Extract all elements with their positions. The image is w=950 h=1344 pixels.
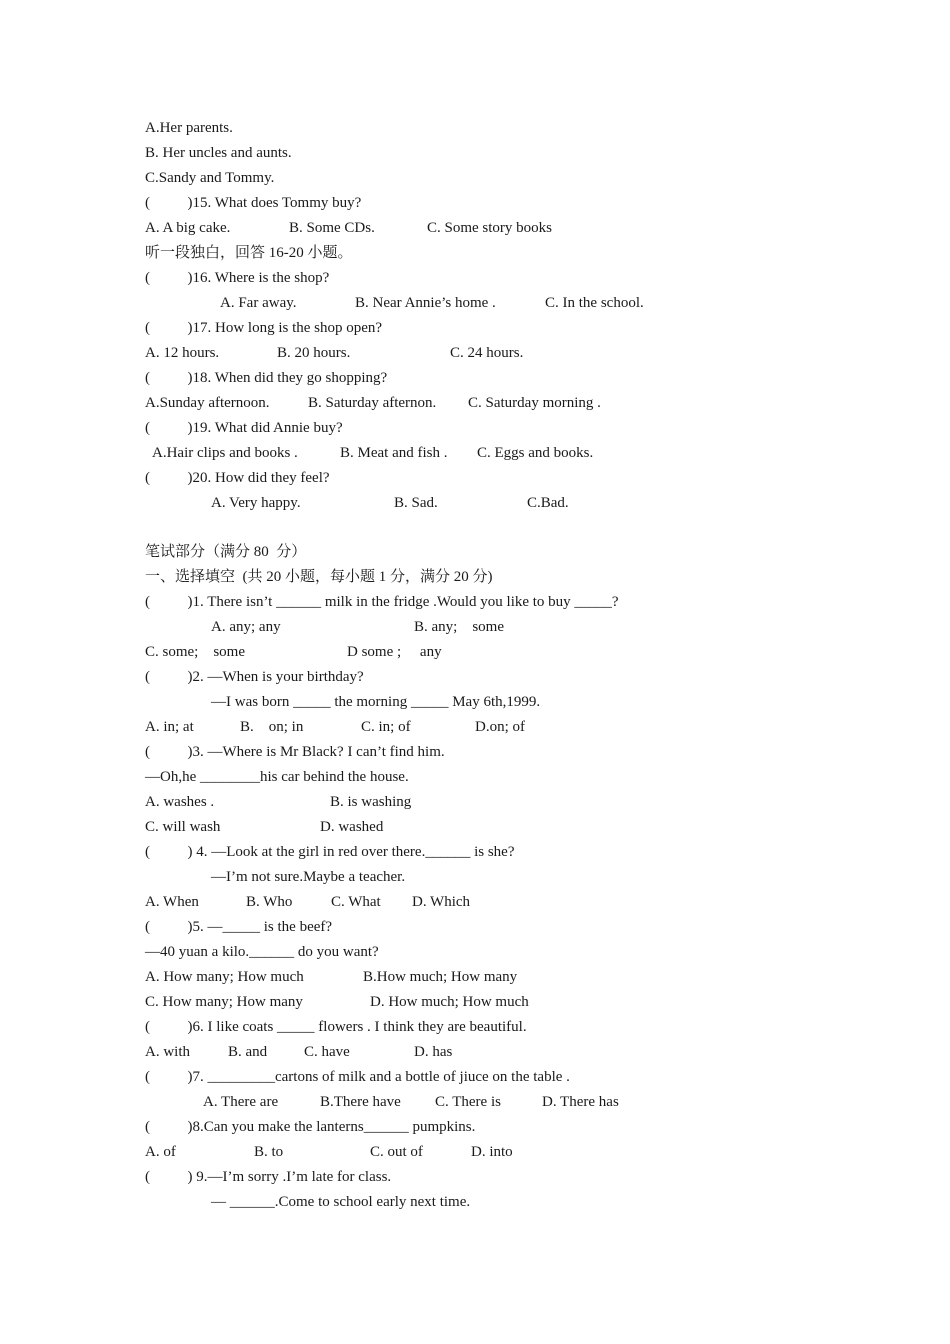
answer-option: C. How many; How many [145, 994, 303, 1010]
answer-option: B. on; in [240, 719, 304, 735]
answer-option: B. and [228, 1044, 268, 1060]
question-text: ( )7. _________cartons of milk and a bottle of jiuce on the table . [145, 1069, 570, 1085]
question-text: ( )19. What did Annie buy? [145, 420, 343, 436]
question-text: ( )1. There isn’t ______ milk in the fridge .Would you like to buy _____? [145, 594, 619, 610]
question-text: ( )6. I like coats _____ flowers . I think they are beautiful. [145, 1019, 527, 1035]
answer-option: D. has [414, 1044, 453, 1060]
answer-option: A. How many; How much [145, 969, 304, 985]
answer-option: B. Near Annie’s home . [355, 295, 496, 311]
answer-option: A.Sunday afternoon. [145, 395, 270, 411]
answer-option: B. is washing [330, 794, 412, 810]
answer-option: C. in; of [361, 719, 411, 735]
line-text: —I was born _____ the morning _____ May 6th,1999. [211, 694, 541, 710]
answer-option: A. When [145, 894, 199, 910]
answer-option: C. There is [435, 1094, 501, 1110]
answer-option: C.Bad. [527, 495, 569, 511]
answer-option: A. washes . [145, 794, 215, 810]
answer-option: D. There has [542, 1094, 619, 1110]
question-text: ( )18. When did they go shopping? [145, 370, 388, 386]
question-text: ( )16. Where is the shop? [145, 270, 330, 286]
question-text: ( )17. How long is the shop open? [145, 320, 383, 336]
answer-option: D.on; of [475, 719, 525, 735]
answer-option: B. Saturday afternon. [308, 395, 437, 411]
answer-option: B. Meat and fish . [340, 445, 448, 461]
answer-option: C. In the school. [545, 295, 644, 311]
question-text: ( )8.Can you make the lanterns______ pumpkins. [145, 1119, 476, 1135]
line-text: 一、选择填空 (共 20 小题，每小题 1 分，满分 20 分) [145, 569, 493, 585]
question-text: ( )5. —_____ is the beef? [145, 919, 333, 935]
question-text: ( )2. —When is your birthday? [145, 669, 364, 685]
answer-option: B. 20 hours. [277, 345, 351, 361]
answer-option: C. 24 hours. [450, 345, 524, 361]
answer-option: B. any; some [414, 619, 504, 635]
answer-option: C. What [331, 894, 381, 910]
answer-option: A. There are [203, 1094, 279, 1110]
line-text: —Oh,he ________his car behind the house. [145, 769, 409, 785]
answer-option: B. Some CDs. [289, 220, 375, 236]
answer-option: A. any; any [211, 619, 281, 635]
answer-option: C. Some story books [427, 220, 553, 236]
answer-option: A. Far away. [220, 295, 297, 311]
answer-option: D. How much; How much [370, 994, 529, 1010]
line-text: 听一段独白，回答 16-20 小题。 [145, 245, 353, 261]
question-text: ( ) 9.—I’m sorry .I’m late for class. [145, 1169, 392, 1185]
answer-option: C.Sandy and Tommy. [145, 170, 275, 186]
answer-option: B. Who [246, 894, 293, 910]
answer-option: D. into [471, 1144, 513, 1160]
line-text: —40 yuan a kilo.______ do you want? [145, 944, 379, 960]
answer-option: A. with [145, 1044, 190, 1060]
answer-option: C. some; some [145, 644, 245, 660]
answer-option: D. washed [320, 819, 384, 835]
answer-option: A.Her parents. [145, 120, 233, 136]
answer-option: A. A big cake. [145, 220, 231, 236]
question-text: ( )3. —Where is Mr Black? I can’t find him. [145, 744, 445, 760]
line-text: — ______.Come to school early next time. [211, 1194, 471, 1210]
question-text: ( ) 4. —Look at the girl in red over there.______ is she? [145, 844, 515, 860]
answer-option: C. have [304, 1044, 350, 1060]
answer-option: C. will wash [145, 819, 221, 835]
answer-option: B.There have [320, 1094, 401, 1110]
line-text: 笔试部分（满分 80 分） [145, 544, 307, 560]
answer-option: A. Very happy. [211, 495, 301, 511]
answer-option: A. in; at [145, 719, 194, 735]
answer-option: B. Sad. [394, 495, 438, 511]
answer-option: C. Saturday morning . [468, 395, 601, 411]
question-text: ( )15. What does Tommy buy? [145, 195, 362, 211]
line-text: —I’m not sure.Maybe a teacher. [211, 869, 406, 885]
answer-option: B. to [254, 1144, 284, 1160]
answer-option: C. out of [370, 1144, 423, 1160]
answer-option: A. 12 hours. [145, 345, 220, 361]
answer-option: A. of [145, 1144, 176, 1160]
answer-option: A.Hair clips and books . [152, 445, 298, 461]
question-text: ( )20. How did they feel? [145, 470, 330, 486]
answer-option: B. Her uncles and aunts. [145, 145, 292, 161]
answer-option: D. Which [412, 894, 471, 910]
answer-option: C. Eggs and books. [477, 445, 594, 461]
answer-option: D some ; any [347, 644, 442, 660]
answer-option: B.How much; How many [363, 969, 518, 985]
